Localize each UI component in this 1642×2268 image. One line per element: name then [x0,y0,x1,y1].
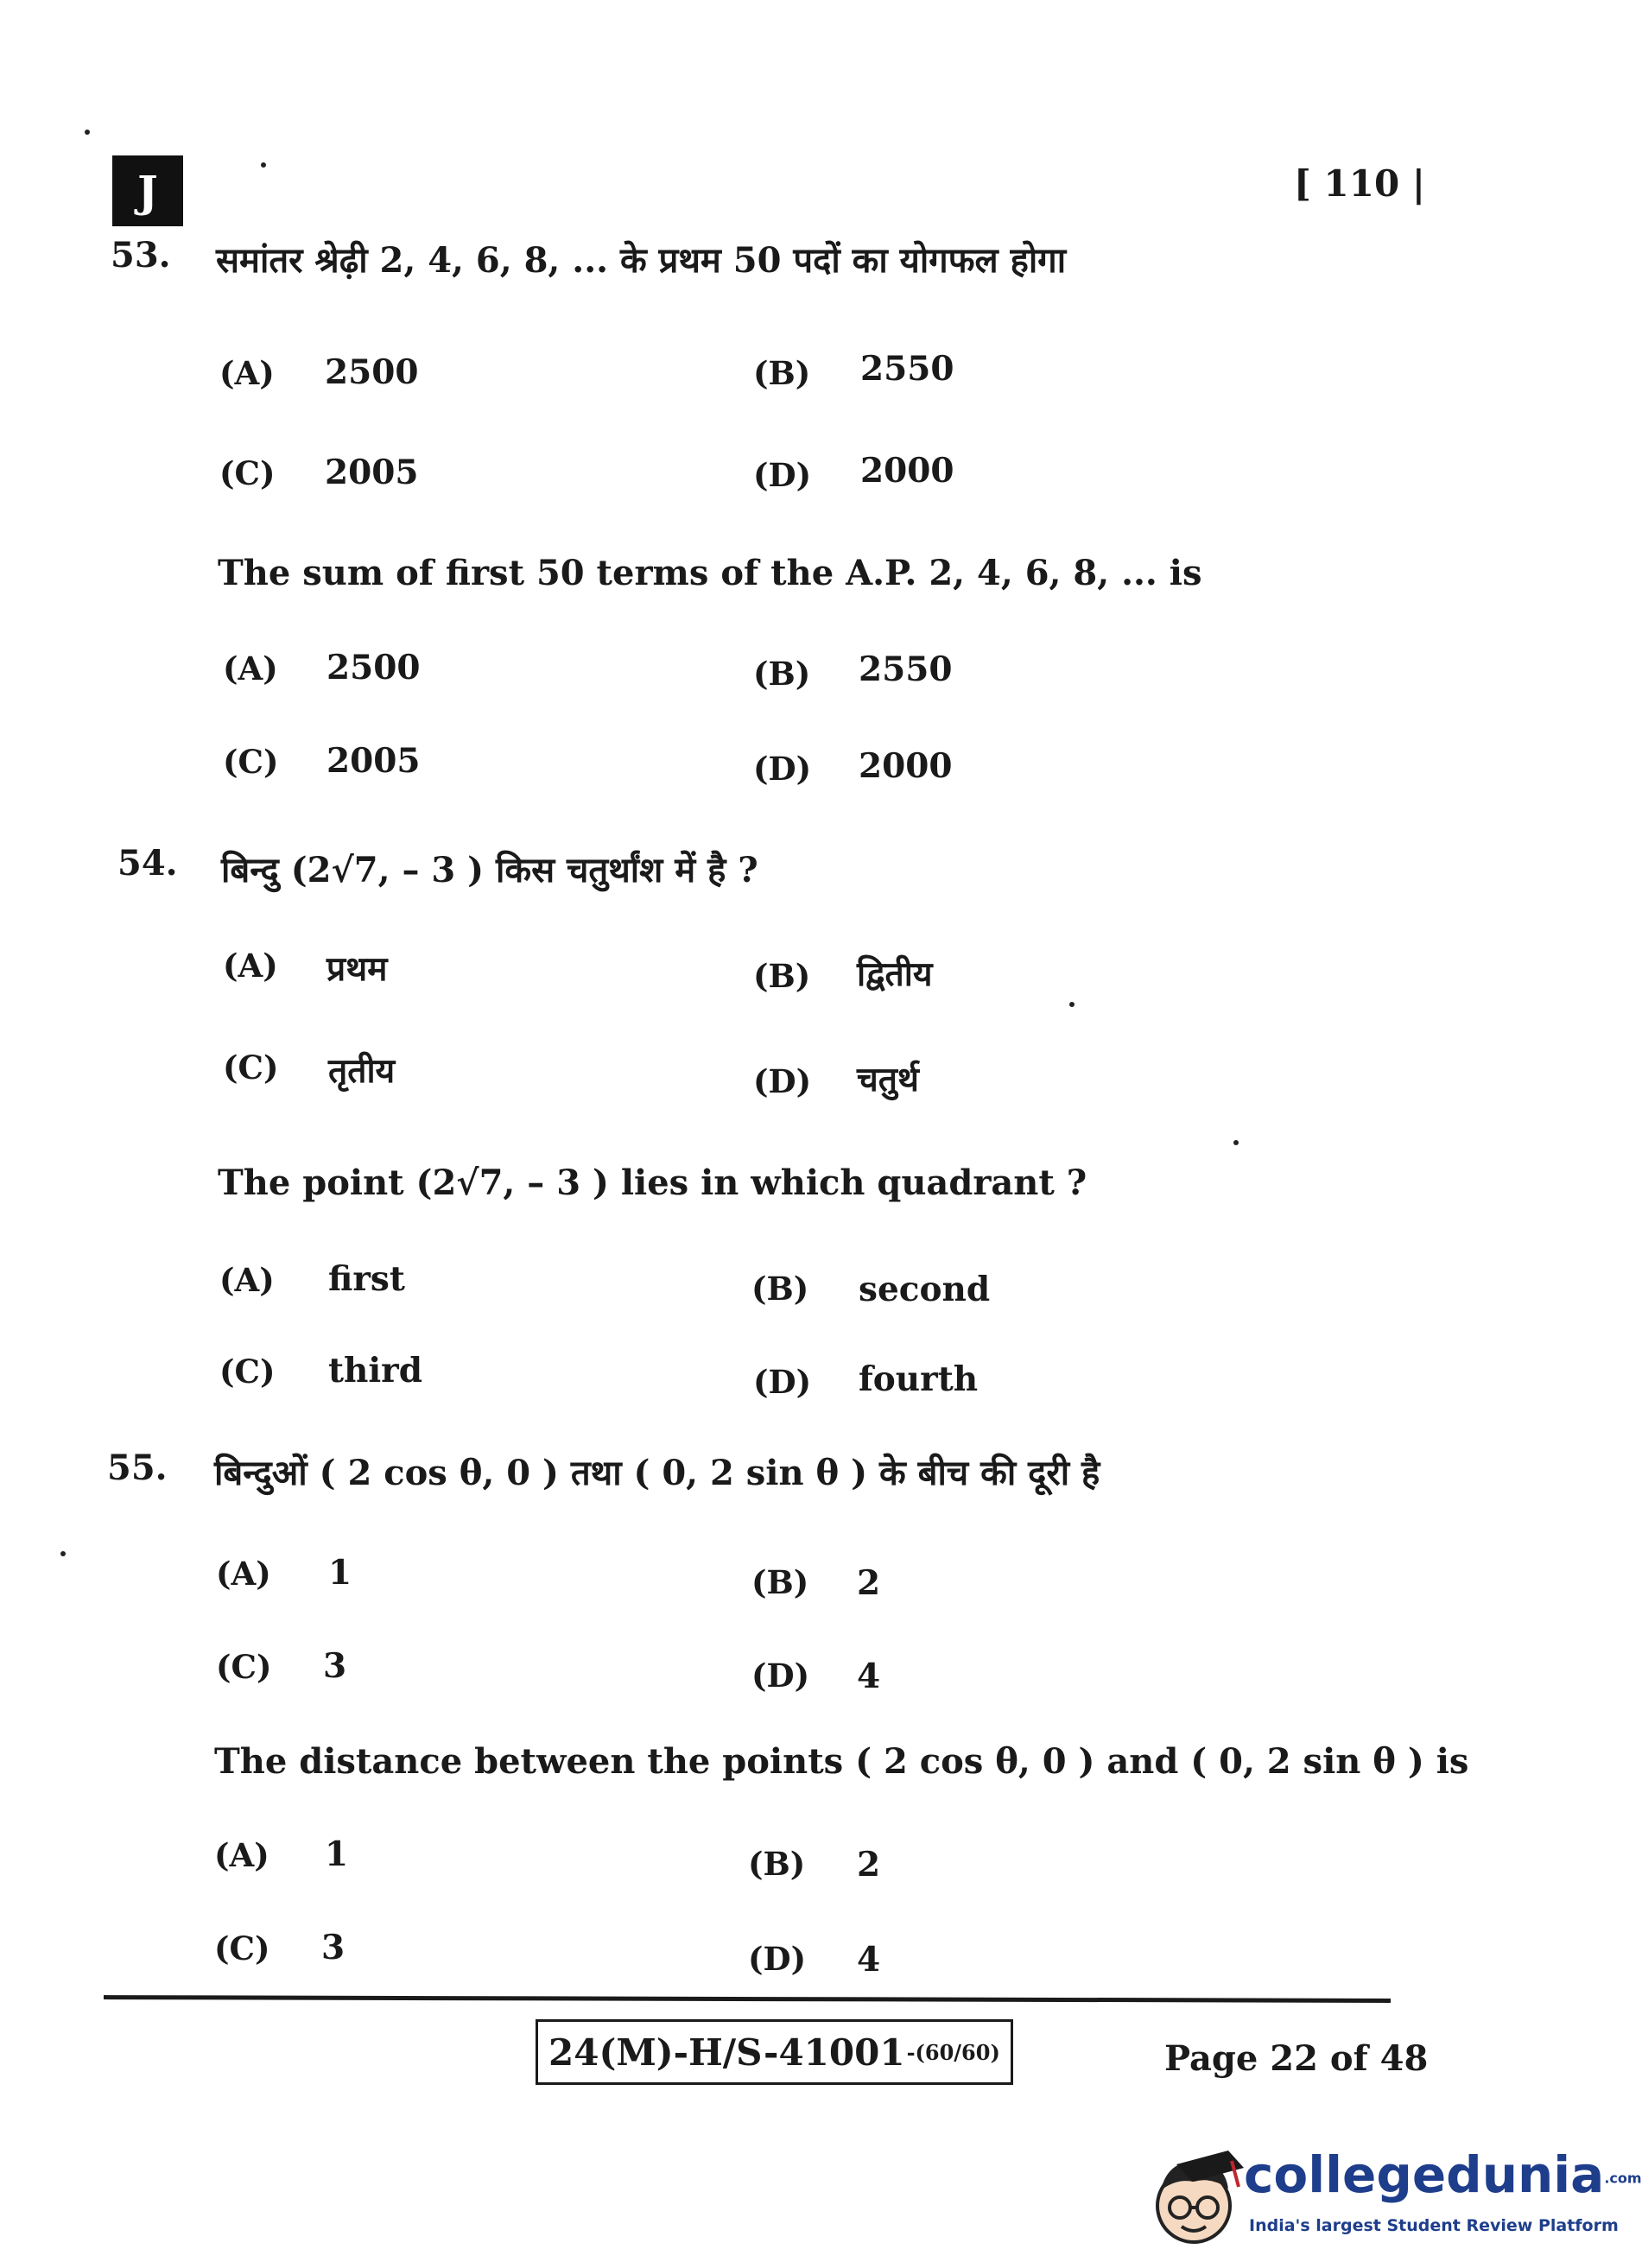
scan-speck [261,162,266,168]
q53-hi-option-a-value: 2500 [325,352,419,392]
q54-hi-option-a-label: (A) [223,947,278,985]
question-53-hindi-text: समांतर श्रेढ़ी 2, 4, 6, 8, ... के प्रथम 50 पदों का योगफल होगा [216,240,1067,281]
q53-hi-option-a-label: (A) [219,354,275,392]
q54-hi-option-d-label: (D) [753,1062,812,1100]
q55-hi-option-c-label: (C) [216,1648,272,1686]
question-53-english-text: The sum of first 50 terms of the A.P. 2, 4, 6, 8, ... is [218,553,1202,593]
q53-hi-option-b-value: 2550 [860,349,954,389]
question-54-hindi-text: बिन्दु (2√7, – 3 ) किस चतुर्थांश में है ? [221,850,758,890]
q54-en-option-a-value: first [328,1259,405,1299]
scan-speck [1233,1140,1239,1145]
q54-en-option-d-value: fourth [859,1359,979,1399]
paper-code-box [536,2019,1013,2085]
mascot-face-icon [1157,2151,1244,2242]
q54-hi-option-c-label: (C) [223,1048,279,1086]
q55-hi-option-d-value: 4 [857,1657,881,1696]
q53-en-option-d-label: (D) [753,750,812,788]
q55-en-option-d-label: (D) [748,1940,807,1978]
scan-speck [85,130,90,135]
collegedunia-brand: collegedunia.com [1244,2145,1642,2204]
q55-en-option-c-value: 3 [321,1928,346,1967]
q53-hi-option-d-value: 2000 [860,451,954,491]
q54-en-option-d-label: (D) [753,1363,812,1401]
q53-en-option-b-value: 2550 [859,649,953,689]
q54-en-option-b-value: second [859,1270,991,1309]
q53-hi-option-c-label: (C) [219,454,276,492]
question-54-english-text: The point (2√7, – 3 ) lies in which quadrant ? [218,1163,1087,1203]
page-number: Page 22 of 48 [1164,2038,1429,2079]
q54-hi-option-b-value: द्वितीय [857,954,933,994]
q55-hi-option-a-value: 1 [328,1553,352,1593]
q53-en-option-c-label: (C) [223,743,279,781]
question-55-hindi-text: बिन्दुओं ( 2 cos θ, 0 ) तथा ( 0, 2 sin θ ) के बीच की दूरी है [214,1453,1100,1493]
q54-en-option-a-label: (A) [219,1261,275,1299]
question-55-number: 55. [107,1448,168,1488]
q55-hi-option-d-label: (D) [751,1657,810,1695]
q53-en-option-d-value: 2000 [859,746,953,786]
collegedunia-tagline: India's largest Student Review Platform [1249,2216,1619,2235]
q55-hi-option-b-value: 2 [857,1563,881,1603]
q55-hi-option-a-label: (A) [216,1555,271,1593]
q55-en-option-d-value: 4 [857,1940,881,1980]
scan-speck [1069,1002,1075,1007]
question-54-number: 54. [117,843,178,884]
q54-hi-option-c-value: तृतीय [328,1051,396,1091]
q55-hi-option-c-value: 3 [323,1646,347,1686]
corner-mark: [ 110 | [1294,162,1426,205]
q54-en-option-b-label: (B) [751,1270,809,1308]
q54-hi-option-d-value: चतुर्थ [857,1060,919,1099]
q55-en-option-a-label: (A) [214,1836,269,1874]
q54-en-option-c-value: third [328,1351,423,1391]
q53-en-option-b-label: (B) [753,655,811,693]
q53-en-option-a-label: (A) [223,649,278,687]
q54-hi-option-b-label: (B) [753,957,811,995]
q53-en-option-a-value: 2500 [326,648,421,687]
q53-hi-option-b-label: (B) [753,354,811,392]
question-53-number: 53. [111,235,171,276]
q55-en-option-a-value: 1 [325,1834,349,1874]
scan-speck [60,1551,66,1556]
q55-en-option-b-label: (B) [748,1845,806,1883]
paper-code-suffix: -(60/60) [906,2039,1000,2065]
question-55-english-text: The distance between the points ( 2 cos θ, 0 ) and ( 0, 2 sin θ ) is [214,1741,1469,1782]
q54-hi-option-a-value: प्रथम [326,949,388,989]
footer-rule [104,1995,1391,2003]
q55-en-option-c-label: (C) [214,1929,270,1967]
q53-hi-option-c-value: 2005 [325,453,419,492]
set-code-badge: J [112,155,183,226]
q55-hi-option-b-label: (B) [751,1563,809,1601]
q53-en-option-c-value: 2005 [326,741,421,781]
q55-en-option-b-value: 2 [857,1845,881,1885]
q53-hi-option-d-label: (D) [753,456,812,494]
paper-code: 24(M)-H/S-41001 [548,2030,905,2074]
q54-en-option-c-label: (C) [219,1353,276,1391]
